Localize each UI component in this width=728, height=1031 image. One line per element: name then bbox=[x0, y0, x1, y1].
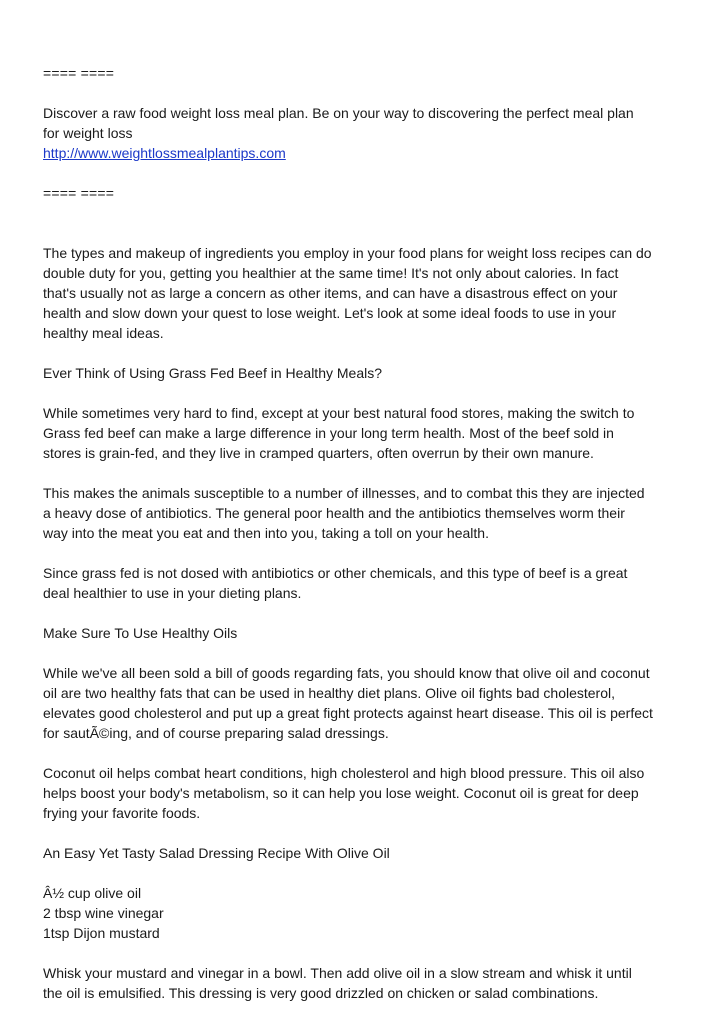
ingredient-list bbox=[43, 883, 693, 943]
heading-healthy-oils: Make Sure To Use Healthy Oils bbox=[43, 625, 238, 641]
separator-top: ==== ==== bbox=[43, 65, 115, 81]
text-line: for sautÃ©ing, and of course preparing salad dressings. bbox=[43, 725, 389, 741]
text-line: Grass fed beef can make a large difference in your long term health. Most of the beef sold in bbox=[43, 425, 614, 441]
paragraph-instructions bbox=[43, 963, 693, 1003]
text-line: Whisk your mustard and vinegar in a bowl. Then add olive oil in a slow stream and whisk it until bbox=[43, 965, 632, 981]
ingredient-item: 2 tbsp wine vinegar bbox=[43, 905, 164, 921]
website-link[interactable]: http://www.weightlossmealplantips.com bbox=[43, 145, 286, 161]
text-line: health and slow down your quest to lose weight. Let's look at some ideal foods to use in your bbox=[43, 305, 617, 321]
text-line: frying your favorite foods. bbox=[43, 805, 201, 821]
text-line: stores is grain-fed, and they live in cramped quarters, often overrun by their own manure. bbox=[43, 445, 594, 461]
paragraph-olive-oil bbox=[43, 663, 693, 743]
heading-salad-dressing: An Easy Yet Tasty Salad Dressing Recipe With Olive Oil bbox=[43, 845, 390, 861]
paragraph-intro bbox=[43, 243, 693, 343]
intro-paragraph bbox=[43, 103, 693, 163]
heading-grass-fed-beef: Ever Think of Using Grass Fed Beef in Healthy Meals? bbox=[43, 365, 383, 381]
intro-line: for weight loss bbox=[43, 125, 133, 141]
text-line: the oil is emulsified. This dressing is very good drizzled on chicken or salad combinations. bbox=[43, 985, 599, 1001]
separator-bottom: ==== ==== bbox=[43, 185, 115, 201]
text-line: The types and makeup of ingredients you employ in your food plans for weight loss recipes can do bbox=[43, 245, 652, 261]
text-line: oil are two healthy fats that can be used in healthy diet plans. Olive oil fights bad cholesterol, bbox=[43, 685, 616, 701]
text-line: This makes the animals susceptible to a number of illnesses, and to combat this they are injected bbox=[43, 485, 645, 501]
paragraph-grass-fed bbox=[43, 403, 693, 463]
text-line: Coconut oil helps combat heart conditions, high cholesterol and high blood pressure. This oil also bbox=[43, 765, 645, 781]
text-line: helps boost your body's metabolism, so it can help you lose weight. Coconut oil is great for deep bbox=[43, 785, 639, 801]
ingredient-item: 1tsp Dijon mustard bbox=[43, 925, 160, 941]
text-line: deal healthier to use in your dieting plans. bbox=[43, 585, 302, 601]
text-line: While sometimes very hard to find, except at your best natural food stores, making the switch to bbox=[43, 405, 635, 421]
paragraph-healthier bbox=[43, 563, 693, 603]
text-line: a heavy dose of antibiotics. The general poor health and the antibiotics themselves worm their bbox=[43, 505, 625, 521]
paragraph-coconut-oil bbox=[43, 763, 693, 823]
text-line: While we've all been sold a bill of goods regarding fats, you should know that olive oil and coconut bbox=[43, 665, 650, 681]
text-line: double duty for you, getting you healthier at the same time! It's not only about calories. In fact bbox=[43, 265, 619, 281]
text-line: healthy meal ideas. bbox=[43, 325, 164, 341]
text-line: Since grass fed is not dosed with antibiotics or other chemicals, and this type of beef is a great bbox=[43, 565, 628, 581]
text-line: way into the meat you eat and then into you, taking a toll on your health. bbox=[43, 525, 489, 541]
text-line: elevates good cholesterol and put up a great fight protects against heart disease. This oil is perfect bbox=[43, 705, 653, 721]
text-line: that's usually not as large a concern as other items, and can have a disastrous effect on your bbox=[43, 285, 618, 301]
intro-line: Discover a raw food weight loss meal plan. Be on your way to discovering the perfect meal plan bbox=[43, 105, 634, 121]
ingredient-item: Â½ cup olive oil bbox=[43, 885, 142, 901]
paragraph-antibiotics bbox=[43, 483, 693, 543]
document-page bbox=[43, 63, 693, 1003]
